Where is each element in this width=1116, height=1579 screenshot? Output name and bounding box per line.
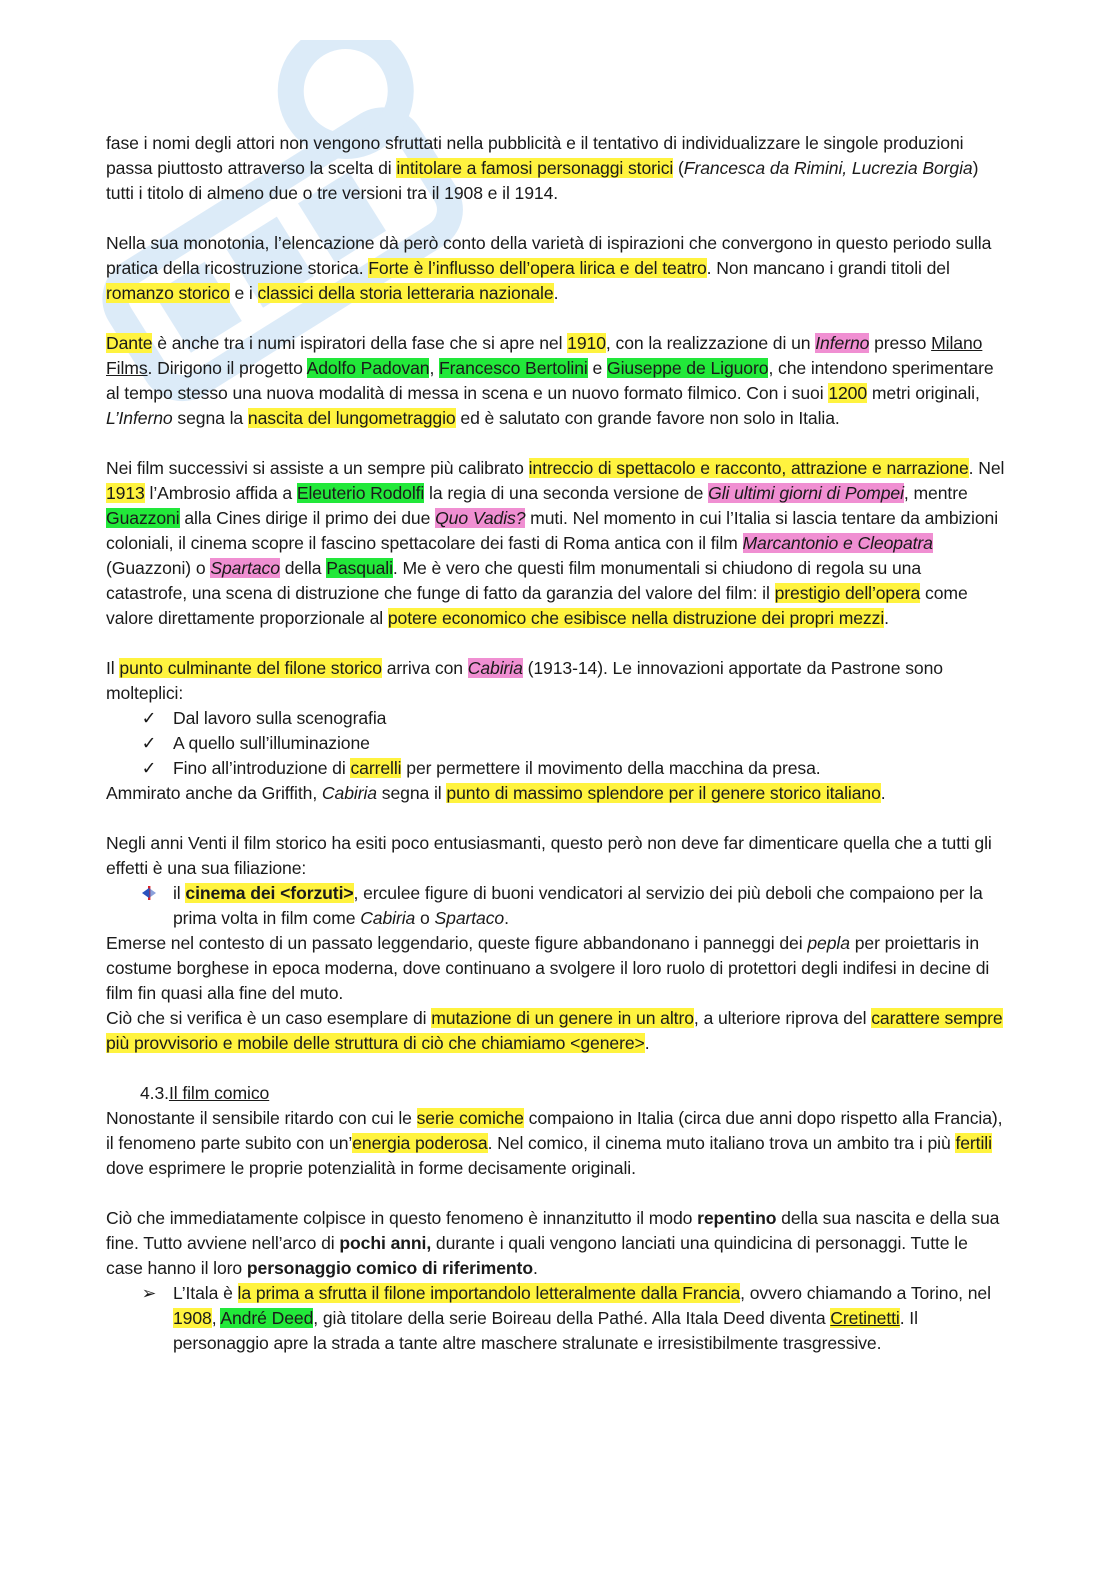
- text: Ammirato anche da Griffith,: [106, 783, 322, 803]
- text: . Nel comico, il cinema muto italiano trova un ambito tra i più: [487, 1133, 956, 1153]
- text: , mentre: [903, 483, 968, 503]
- arrow-icon: ➢: [141, 1283, 157, 1303]
- text: .: [532, 1258, 538, 1278]
- text: alla Cines dirige il primo dei due: [179, 508, 436, 528]
- text: durante i quali vengono lanciati una quindicina di personaggi. Tutte le case hanno il loro: [106, 1233, 968, 1278]
- paragraph-2: [106, 231, 1006, 306]
- highlight: prestigio dell’opera: [774, 583, 921, 603]
- arrow-list: [106, 1281, 1006, 1356]
- list-item-text: o: [415, 908, 435, 928]
- text: ,: [429, 358, 440, 378]
- list-item-text: , già titolare della serie Boireau della Pathé. Alla Itala Deed diventa: [313, 1308, 831, 1328]
- highlight-underlined: Cretinetti: [830, 1308, 900, 1328]
- text: Ciò che si verifica è un caso esemplare di: [106, 1008, 432, 1028]
- list-item-text: ,: [211, 1308, 221, 1328]
- highlight: la prima a sfrutta il filone importandolo letteralmente dalla Francia: [237, 1283, 741, 1303]
- highlight: punto culminante del filone storico: [119, 658, 382, 678]
- highlight: Forte è l’influsso dell’opera lirica e del teatro: [368, 258, 707, 278]
- text: (1913-14). Le innovazioni apportate da Pastrone sono molteplici:: [106, 658, 943, 703]
- text: compaiono in Italia (circa due anni dopo rispetto alla Francia), il fenomeno parte subito con un’: [106, 1108, 1003, 1153]
- highlight-title: Marcantonio e Cleopatra: [742, 533, 933, 553]
- text: dove esprimere le proprie potenzialità in forme decisamente originali.: [106, 1158, 636, 1178]
- list-item-text: .: [504, 908, 509, 928]
- text: .: [884, 608, 889, 628]
- highlight-name: Guazzoni: [106, 508, 180, 528]
- highlight: nascita del lungometraggio: [247, 408, 456, 428]
- text: segna la: [172, 408, 248, 428]
- text: per proiettaris in costume borghese in epoca moderna, dove continuano a svolgere il loro ruolo di protettori degli indifesi in decine di film fin quasi alla fine del muto.: [106, 933, 990, 1003]
- highlight: Dante: [106, 333, 153, 353]
- text: . Me è vero che questi film monumentali si chiudono di regola su una catastrofe, una scena di distruzione che funge di fatto da garanzia del valore del film: il: [106, 558, 922, 603]
- highlight: classici della storia letteraria nazionale: [257, 283, 554, 303]
- text: , che intendono sperimentare al tempo stesso una nuova modalità di messa in scena e un nuovo formato filmico. Con i suoi: [106, 358, 994, 403]
- text: l’Ambrosio affida a: [144, 483, 297, 503]
- list-item-text: il: [173, 883, 186, 903]
- text: Emerse nel contesto di un passato leggendario, queste figure abbandonano i panneggi dei: [106, 933, 808, 953]
- highlight-name: Pasquali: [326, 558, 393, 578]
- list-item-text: , erculee figure di buoni vendicatori al servizio dei più deboli che compaiono per la prima volta in film come: [173, 883, 983, 928]
- bold-text: personaggio comico di riferimento: [246, 1258, 533, 1278]
- text: Ciò che immediatamente colpisce in questo fenomeno è innanzitutto il modo: [106, 1208, 698, 1228]
- paragraph-6-cont: [106, 931, 1006, 1006]
- text: muti. Nel momento in cui l’Italia si lascia tentare da ambizioni coloniali, il cinema scopre il fascino spettacolare dei fasti di Roma antica con il film: [106, 508, 999, 553]
- highlight: serie comiche: [416, 1108, 524, 1128]
- highlight-title: Gli ultimi giorni di Pompei: [708, 483, 904, 503]
- list-item: [141, 1281, 1006, 1356]
- italic-title: L’Inferno: [106, 408, 173, 428]
- list-item-text: per permettere il movimento della macchina da presa.: [401, 758, 821, 778]
- highlight: fertili: [955, 1133, 992, 1153]
- highlight: 1910: [567, 333, 606, 353]
- highlight: carrelli: [350, 758, 402, 778]
- paragraph-1: [106, 131, 1006, 206]
- checklist: [106, 706, 1006, 781]
- list-item: [141, 706, 1006, 731]
- list-item-text: , ovvero chiamando a Torino, nel: [740, 1283, 991, 1303]
- text: ed è salutato con grande favore non solo in Italia.: [455, 408, 840, 428]
- text: . Dirigono il progetto: [147, 358, 307, 378]
- highlight: energia poderosa: [352, 1133, 488, 1153]
- document-body: [106, 131, 1006, 1356]
- text: e i: [229, 283, 258, 303]
- text: è anche tra i numi ispiratori della fase che si apre nel: [152, 333, 568, 353]
- text: Nonostante il sensibile ritardo con cui le: [106, 1108, 417, 1128]
- list-item: [173, 881, 1006, 931]
- text: Il: [106, 658, 120, 678]
- text: .: [880, 783, 886, 803]
- bold-text: repentino: [697, 1208, 777, 1228]
- section-number: 4.3.: [140, 1083, 169, 1103]
- highlight-name: Giuseppe de Liguoro: [606, 358, 769, 378]
- text: , a ulteriore riprova del: [693, 1008, 872, 1028]
- list-item-text: A quello sull’illuminazione: [173, 733, 370, 753]
- italic-title: Spartaco: [434, 908, 505, 928]
- italic-title: Cabiria: [360, 908, 416, 928]
- highlight-name: Eleuterio Rodolfi: [296, 483, 425, 503]
- bold-text: pochi anni,: [339, 1233, 432, 1253]
- text: ) tutti i titolo di almeno due o tre versioni tra il 1908 e il 1914.: [106, 158, 979, 203]
- section-title: Il film comico: [168, 1083, 270, 1103]
- check-icon: ✓: [141, 733, 157, 753]
- text: della sua nascita e della sua fine. Tutto avviene nell’arco di: [106, 1208, 1000, 1253]
- italic-word: pepla: [807, 933, 850, 953]
- highlight: 1200: [828, 383, 868, 403]
- list-item: [141, 756, 1006, 781]
- text: arriva con: [381, 658, 468, 678]
- text: fase i nomi degli attori non vengono sfruttati nella pubblicità e il tentativo di individualizzare le singole produzioni passa piuttosto attraverso la scelta di: [106, 133, 964, 178]
- text: Negli anni Venti il film storico ha esiti poco entusiasmanti, questo però non deve far dimenticare quella che a tutti gli effetti è una sua filiazione:: [106, 833, 992, 878]
- check-icon: ✓: [141, 758, 157, 778]
- highlight-name: Adolfo Padovan: [306, 358, 430, 378]
- list-item-text: Dal lavoro sulla scenografia: [173, 708, 387, 728]
- text: (: [673, 158, 684, 178]
- paragraph-8: [106, 1206, 1006, 1281]
- highlight: potere economico che esibisce nella distruzione dei propri mezzi: [387, 608, 885, 628]
- italic-title: Francesca da Rimini, Lucrezia Borgia: [683, 158, 973, 178]
- text: la regia di una seconda versione de: [424, 483, 709, 503]
- highlight-name: André Deed: [220, 1308, 314, 1328]
- highlight: punto di massimo splendore per il genere storico italiano: [446, 783, 881, 803]
- paragraph-4: [106, 456, 1006, 631]
- highlight: intreccio di spettacolo e racconto, attrazione e narrazione: [528, 458, 969, 478]
- paragraph-6: [106, 831, 1006, 881]
- highlight: romanzo storico: [106, 283, 230, 303]
- highlight: 1913: [106, 483, 145, 503]
- section-heading: [106, 1081, 1006, 1106]
- bullet-list: [106, 881, 1006, 931]
- highlight-title: Quo Vadis?: [435, 508, 526, 528]
- list-item-text: Fino all’introduzione di: [173, 758, 351, 778]
- text: , con la realizzazione di un: [605, 333, 816, 353]
- highlight-name: Francesco Bertolini: [439, 358, 588, 378]
- paragraph-6-end: [106, 1006, 1006, 1056]
- text: metri originali,: [867, 383, 980, 403]
- text: (Guazzoni) o: [106, 558, 211, 578]
- text: segna il: [376, 783, 447, 803]
- text: . Nel: [968, 458, 1005, 478]
- text: della: [279, 558, 327, 578]
- highlight: carattere sempre più provvisorio e mobile delle struttura di ciò che chiamiamo <genere>: [106, 1008, 1003, 1053]
- italic-title: Cabiria: [321, 783, 377, 803]
- text: presso: [869, 333, 932, 353]
- highlight-title: Inferno: [815, 333, 870, 353]
- text: Nella sua monotonia, l’elencazione dà però conto della varietà di ispirazioni che convergono in questo periodo sulla pratica della ricostruzione storica.: [106, 233, 992, 278]
- arrow-bullet-icon: [139, 881, 159, 906]
- text: . Non mancano i grandi titoli del: [706, 258, 950, 278]
- paragraph-7: [106, 1106, 1006, 1181]
- check-icon: ✓: [141, 708, 157, 728]
- text: .: [644, 1033, 650, 1053]
- text: come valore direttamente proporzionale al: [106, 583, 968, 628]
- text: e: [587, 358, 607, 378]
- paragraph-5: [106, 656, 1006, 706]
- highlight-title: Spartaco: [210, 558, 280, 578]
- list-item: [141, 731, 1006, 756]
- highlight-title: Cabiria: [467, 658, 523, 678]
- underlined-text: Milano Films: [106, 333, 983, 378]
- highlight-bold: cinema dei <forzuti>: [185, 883, 354, 903]
- text: .: [553, 283, 559, 303]
- highlight: 1908: [173, 1308, 212, 1328]
- list-item-text: . Il personaggio apre la strada a tante altre maschere stralunate e irresistibilmente trasgressive.: [173, 1308, 918, 1353]
- paragraph-5-end: [106, 781, 1006, 806]
- highlight: intitolare a famosi personaggi storici: [396, 158, 674, 178]
- paragraph-3: [106, 331, 1006, 431]
- highlight: mutazione di un genere in un altro: [431, 1008, 694, 1028]
- list-item-text: L’Itala è: [173, 1283, 238, 1303]
- text: Nei film successivi si assiste a un sempre più calibrato: [106, 458, 529, 478]
